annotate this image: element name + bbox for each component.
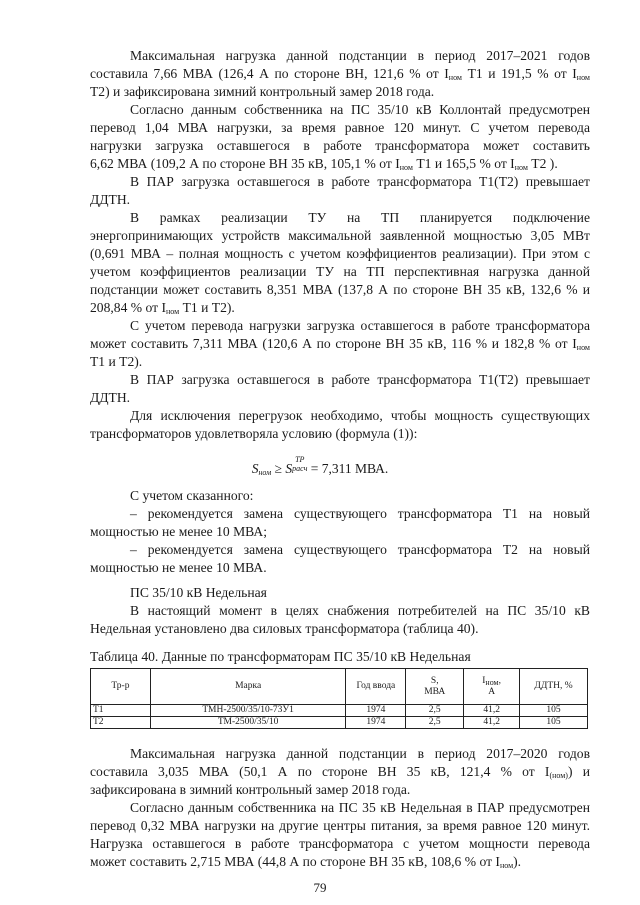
text-line: ДДТН.	[90, 390, 131, 405]
text-line: Т1 и Т2).	[90, 354, 143, 369]
text-line: Максимальная нагрузка данной подстанции в период 2017–2020 годов	[130, 746, 590, 761]
text-run: Т1 и 191,5 % от I	[462, 66, 577, 81]
text-line	[90, 65, 590, 83]
subscript: ном	[576, 73, 590, 82]
text-line	[90, 763, 590, 781]
cell-year: 1974	[346, 717, 406, 729]
cell-ddtn: 105	[520, 705, 588, 717]
text-line: Для исключения перегрузок необходимо, чтобы мощность существующих	[130, 408, 590, 423]
formula-subscript: расч	[292, 464, 308, 473]
text-run: Т1 и Т2).	[179, 300, 235, 315]
text-run: может составить 2,715 МВА (44,8 А по стороне ВН 35 кВ, 108,6 % от I	[90, 854, 500, 869]
header-mark: Марка	[150, 669, 346, 705]
text-run: 6,62 МВА (109,2 А по стороне ВН 35 кВ, 105,1 % от I	[90, 156, 400, 171]
section-heading: ПС 35/10 кВ Недельная	[130, 585, 267, 600]
formula	[0, 455, 640, 477]
text-line: – рекомендуется замена существующего трансформатора Т1 на новый	[130, 506, 590, 521]
table-header-row	[91, 669, 588, 705]
subscript: ном	[576, 343, 590, 352]
cell-power: 2,5	[406, 705, 464, 717]
subscript: ном	[399, 163, 413, 172]
cell-current: 41,2	[464, 717, 520, 729]
text-line: ДДТН.	[90, 192, 131, 207]
text-run: составила 3,035 МВА (50,1 А по стороне ВН 35 кВ, 121,4 % от I	[90, 764, 550, 779]
text-line: В настоящий момент в целях снабжения потребителей на ПС 35/10 кВ	[130, 603, 590, 618]
text-line: энергопринимающих устройств максимальной заявленной мощностью 3,05 МВт	[90, 228, 590, 243]
text-line: С учетом сказанного:	[130, 488, 254, 503]
text-line	[90, 853, 590, 871]
text-line: В ПАР загрузка оставшегося в работе трансформатора Т1(Т2) превышает	[130, 174, 590, 189]
header-power-line2: МВА	[424, 686, 446, 697]
text-run: ) и	[567, 764, 590, 779]
header-current-sub: ном	[485, 677, 499, 687]
cell-year: 1974	[346, 705, 406, 717]
subscript: ном	[166, 307, 180, 316]
text-line: перевод 1,04 МВА нагрузки, за время равное 120 минут. С учетом перевода	[90, 120, 590, 135]
formula-symbol: S	[251, 461, 259, 476]
text-line: Максимальная нагрузка данной подстанции в период 2017–2021 годов	[130, 48, 590, 63]
transformer-table	[90, 668, 588, 729]
header-power	[406, 669, 464, 705]
text-line	[90, 335, 590, 353]
cell-power: 2,5	[406, 717, 464, 729]
formula-operator: ≥	[271, 461, 286, 476]
text-line: Т2) и зафиксирована зимний контрольный замер 2018 года.	[90, 84, 435, 99]
header-current	[464, 669, 520, 705]
cell-transformer: Т1	[91, 705, 151, 717]
header-year: Год ввода	[346, 669, 406, 705]
header-current-unit: А	[488, 686, 496, 697]
text-run: может составить 7,311 МВА (120,6 А по стороне ВН 35 кВ, 116 % и 182,8 % от I	[90, 336, 577, 351]
text-line: Согласно данным собственника на ПС 35 кВ Недельная в ПАР предусмотрен	[130, 800, 590, 815]
cell-mark: ТМН-2500/35/10-73У1	[150, 705, 346, 717]
formula-indices	[292, 455, 307, 473]
text-line: В ПАР загрузка оставшегося в работе трансформатора Т1(Т2) превышает	[130, 372, 590, 387]
subscript: (ном)	[549, 771, 568, 780]
header-current-symbol: I	[482, 675, 486, 686]
subscript: ном	[448, 73, 462, 82]
formula-superscript: ТР	[295, 455, 305, 464]
text-run: ).	[513, 854, 522, 869]
text-run: Т1 и 165,5 % от I	[412, 156, 515, 171]
text-run: 208,84 % от I	[90, 300, 166, 315]
text-run: Т2 ).	[527, 156, 558, 171]
header-power-line1: S,	[430, 675, 439, 686]
cell-mark: ТМ-2500/35/10	[150, 717, 346, 729]
text-line: мощностью не менее 10 МВА;	[90, 524, 267, 539]
formula-symbol: S	[285, 461, 293, 476]
table-caption: Таблица 40. Данные по трансформаторам ПС 35/10 кВ Недельная	[90, 649, 471, 664]
text-line: зафиксирована в зимний контрольный замер 2018 года.	[90, 782, 411, 797]
table-row	[91, 717, 588, 729]
formula-subscript: ном	[258, 468, 272, 477]
text-line: мощностью не менее 10 МВА.	[90, 560, 267, 575]
text-line: В рамках реализации ТУ на ТП планируется подключение	[130, 210, 590, 225]
text-line: Нагрузка оставшегося в работе трансформатора с учетом мощности перевода	[90, 836, 590, 851]
cell-ddtn: 105	[520, 717, 588, 729]
subscript: ном	[499, 861, 514, 870]
text-line	[90, 299, 590, 317]
text-run: составила 7,66 МВА (126,4 А по стороне ВН, 121,6 % от I	[90, 66, 449, 81]
text-line: Недельная установлено два силовых трансформатора (таблица 40).	[90, 621, 479, 636]
text-line: Согласно данным собственника на ПС 35/10 кВ Коллонтай предусмотрен	[130, 102, 590, 117]
header-ddtn: ДДТН, %	[520, 669, 588, 705]
text-line	[90, 155, 590, 173]
table-row	[91, 705, 588, 717]
page-number: 79	[313, 880, 327, 895]
subscript: ном	[514, 163, 528, 172]
text-line: – рекомендуется замена существующего трансформатора Т2 на новый	[130, 542, 590, 557]
cell-transformer: Т2	[91, 717, 151, 729]
header-current-comma: ,	[498, 675, 501, 686]
formula-result: = 7,311 МВА.	[307, 461, 389, 476]
text-line: (0,691 МВА – полная мощность с учетом коэффициентов реализации). При этом с	[90, 246, 590, 261]
text-line: трансформаторов удовлетворяла условию (формула (1)):	[90, 426, 418, 441]
text-line: учетом коэффициентов реализации ТУ на ТП перспективная нагрузка данной	[90, 264, 590, 279]
text-line: нагрузки загрузка оставшегося в работе трансформатора может составить	[90, 138, 590, 153]
text-line: подстанции может составить 8,351 МВА (137,8 А по стороне ВН 35 кВ, 132,6 % и	[90, 282, 590, 297]
text-line: С учетом перевода нагрузки загрузка оставшегося в работе трансформатора	[130, 318, 590, 333]
text-line: перевод 0,32 МВА нагрузки на другие центры питания, за время равное 120 минут.	[90, 818, 590, 833]
header-transformer: Тр-р	[91, 669, 151, 705]
cell-current: 41,2	[464, 705, 520, 717]
